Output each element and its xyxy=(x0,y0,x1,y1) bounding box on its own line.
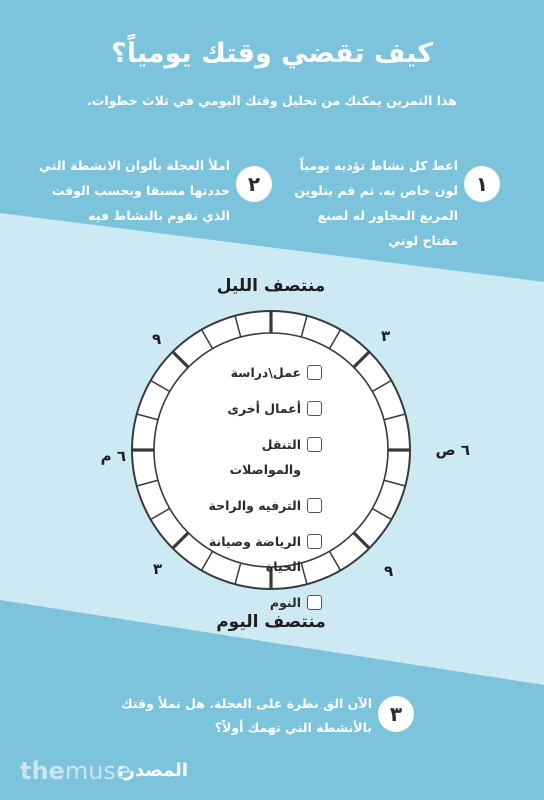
clock-label-3-upper: ٣ xyxy=(381,327,391,345)
legend-label: الرياضة وصيانة الحياة xyxy=(208,534,301,574)
legend-item[interactable] xyxy=(200,432,322,482)
clock-label-3-lower: ٣ xyxy=(153,560,163,578)
color-checkbox[interactable] xyxy=(307,365,322,380)
step-3-text: الآن الق نظرة على العجلة. هل تملأ وقتك بالأنشطة التي تهمك أولاً؟ xyxy=(121,696,372,735)
color-checkbox[interactable] xyxy=(307,437,322,452)
step-2-number: ٢ xyxy=(247,172,261,196)
legend-item[interactable] xyxy=(200,360,322,385)
clock-label-noon: منتصف اليوم xyxy=(216,612,326,632)
color-key-legend xyxy=(200,360,322,626)
clock-label-9-lower: ٩ xyxy=(384,562,394,580)
step-3-number: ٣ xyxy=(389,702,403,726)
legend-label: عمل\دراسة xyxy=(230,365,301,380)
legend-item[interactable] xyxy=(200,396,322,421)
clock-label-midnight: منتصف الليل xyxy=(216,276,326,296)
page-title: كيف تقضي وقتك يومياً؟ xyxy=(111,38,433,69)
legend-label: التنقل والمواصلات xyxy=(229,437,301,477)
source-label: المصدر: xyxy=(117,760,188,781)
legend-item[interactable] xyxy=(200,590,322,615)
step-3-badge xyxy=(378,696,414,732)
clock-label-9-upper: ٩ xyxy=(152,330,162,348)
page-subtitle: هذا التمرين يمكنك من تحليل وقتك اليومي في ثلاث خطوات. xyxy=(87,93,457,108)
clock-label-6pm: ٦ م xyxy=(100,447,126,465)
step-1-text: اعط كل نشاط تؤديه يومياً لون خاص به. ثم قم بتلوين المربع المجاور له لصنع مفتاح لوني xyxy=(294,158,458,248)
step-2-text: املأ العجلة بألوان الانشطة التي حددتها مسبقا وبحسب الوقت الذي تقوم بالنشاط فيه xyxy=(38,158,230,223)
logo-muse: muse xyxy=(64,757,131,785)
themuse-logo xyxy=(20,757,131,785)
step-1-number: ١ xyxy=(475,172,489,196)
color-checkbox[interactable] xyxy=(307,401,322,416)
color-checkbox[interactable] xyxy=(307,498,322,513)
clock-label-6am: ٦ ص xyxy=(435,441,470,459)
legend-item[interactable] xyxy=(200,493,322,518)
legend-item[interactable] xyxy=(200,529,322,579)
color-checkbox[interactable] xyxy=(307,534,322,549)
legend-label: الترفيه والراحة xyxy=(208,498,301,513)
legend-label: أعمال أخرى xyxy=(227,401,301,416)
legend-label: النوم xyxy=(269,595,301,610)
logo-the: the xyxy=(20,757,65,785)
color-checkbox[interactable] xyxy=(307,595,322,610)
